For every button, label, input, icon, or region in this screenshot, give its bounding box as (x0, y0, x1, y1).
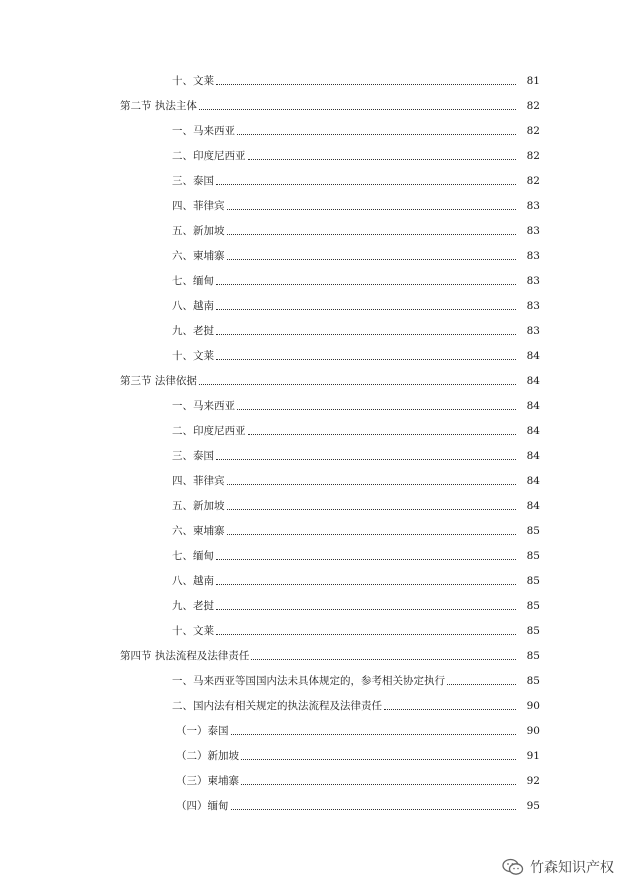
toc-entry-page: 84 (526, 399, 540, 412)
dot-leader (231, 734, 517, 735)
toc-entry-label: 八、越南 (172, 574, 214, 587)
toc-entry[interactable] (0, 268, 632, 293)
toc-entry[interactable] (0, 593, 632, 618)
dot-leader (227, 259, 517, 260)
toc-entry[interactable] (0, 543, 632, 568)
toc-entry-label: 第三节 法律依据 (120, 374, 197, 387)
dot-leader (216, 584, 516, 585)
toc-entry[interactable] (0, 193, 632, 218)
dot-leader (216, 334, 516, 335)
toc-entry-label: 十、文莱 (172, 349, 214, 362)
dot-leader (199, 109, 516, 110)
dot-leader (227, 234, 517, 235)
toc-entry-page: 84 (526, 474, 540, 487)
toc-entry[interactable] (0, 743, 632, 768)
toc-entry-label: 第二节 执法主体 (120, 99, 197, 112)
dot-leader (216, 559, 516, 560)
toc-entry[interactable] (0, 118, 632, 143)
toc-entry-page: 84 (526, 499, 540, 512)
dot-leader (248, 159, 517, 160)
toc-entry-page: 84 (526, 449, 540, 462)
dot-leader (227, 534, 517, 535)
toc-entry-page: 85 (526, 524, 540, 537)
toc-entry-page: 85 (526, 674, 540, 687)
toc-entry[interactable] (0, 168, 632, 193)
toc-entry-label: （一）泰国 (176, 724, 229, 737)
toc-entry-label: 一、马来西亚等国国内法未具体规定的，参考相关协定执行 (172, 674, 445, 687)
toc-entry-label: 五、新加坡 (172, 224, 225, 237)
toc-entry[interactable] (0, 668, 632, 693)
toc-entry[interactable] (0, 293, 632, 318)
toc-entry-label: （二）新加坡 (176, 749, 239, 762)
dot-leader (216, 359, 516, 360)
toc-entry-label: 三、泰国 (172, 449, 214, 462)
toc-entry[interactable] (0, 418, 632, 443)
dot-leader (227, 484, 517, 485)
toc-entry-page: 81 (526, 74, 540, 87)
toc-entry-page: 85 (526, 549, 540, 562)
toc-entry[interactable] (0, 768, 632, 793)
toc-entry-label: （三）柬埔寨 (176, 774, 239, 787)
toc-entry-page: 83 (526, 274, 540, 287)
toc-entry[interactable] (0, 643, 632, 668)
toc-entry-label: 九、老挝 (172, 599, 214, 612)
toc-entry-label: 七、缅甸 (172, 274, 214, 287)
toc-entry-page: 83 (526, 199, 540, 212)
toc-entry-page: 90 (526, 699, 540, 712)
toc-entry-label: 十、文莱 (172, 624, 214, 637)
toc-entry[interactable] (0, 143, 632, 168)
toc-entry-label: 六、柬埔寨 (172, 249, 225, 262)
toc-entry-label: 一、马来西亚 (172, 399, 235, 412)
toc-entry-label: 六、柬埔寨 (172, 524, 225, 537)
toc-entry-label: 三、泰国 (172, 174, 214, 187)
toc-entry-label: 七、缅甸 (172, 549, 214, 562)
dot-leader (216, 459, 516, 460)
toc-entry-label: 二、印度尼西亚 (172, 424, 246, 437)
toc-entry-page: 85 (526, 599, 540, 612)
toc-entry[interactable] (0, 793, 632, 818)
toc-entry[interactable] (0, 518, 632, 543)
dot-leader (227, 509, 517, 510)
toc-entry[interactable] (0, 68, 632, 93)
dot-leader (447, 684, 516, 685)
toc-entry-page: 83 (526, 299, 540, 312)
toc-entry-label: 二、国内法有相关规定的执法流程及法律责任 (172, 699, 382, 712)
toc-entry-page: 95 (526, 799, 540, 812)
toc-entry[interactable] (0, 468, 632, 493)
toc-entry-label: （四）缅甸 (176, 799, 229, 812)
dot-leader (216, 634, 516, 635)
toc-entry[interactable] (0, 443, 632, 468)
dot-leader (216, 309, 516, 310)
dot-leader (241, 759, 516, 760)
toc-entry-label: 四、菲律宾 (172, 199, 225, 212)
toc-entry-label: 八、越南 (172, 299, 214, 312)
toc-entry-page: 83 (526, 324, 540, 337)
toc-entry[interactable] (0, 243, 632, 268)
toc-entry-page: 90 (526, 724, 540, 737)
toc-entry[interactable] (0, 693, 632, 718)
toc-entry[interactable] (0, 393, 632, 418)
dot-leader (216, 84, 516, 85)
toc-entry-page: 84 (526, 374, 540, 387)
toc-entry-label: 四、菲律宾 (172, 474, 225, 487)
toc-entry-label: 二、印度尼西亚 (172, 149, 246, 162)
dot-leader (216, 184, 516, 185)
toc-entry-page: 82 (526, 99, 540, 112)
dot-leader (216, 609, 516, 610)
watermark-text: 竹森知识产权 (530, 860, 614, 876)
dot-leader (237, 134, 516, 135)
toc-entry-page: 85 (526, 649, 540, 662)
toc-entry[interactable] (0, 318, 632, 343)
toc-entry[interactable] (0, 493, 632, 518)
toc-entry-page: 84 (526, 424, 540, 437)
toc-entry-page: 83 (526, 249, 540, 262)
dot-leader (231, 809, 517, 810)
toc-entry-page: 83 (526, 224, 540, 237)
watermark (502, 857, 614, 877)
table-of-contents (0, 68, 632, 818)
wechat-icon (502, 858, 524, 876)
toc-entry[interactable] (0, 568, 632, 593)
toc-entry-page: 92 (526, 774, 540, 787)
dot-leader (199, 384, 516, 385)
dot-leader (251, 659, 516, 660)
toc-entry-label: 九、老挝 (172, 324, 214, 337)
dot-leader (237, 409, 516, 410)
toc-entry-page: 82 (526, 149, 540, 162)
toc-entry-page: 82 (526, 124, 540, 137)
toc-entry-page: 85 (526, 574, 540, 587)
toc-entry-page: 82 (526, 174, 540, 187)
toc-entry[interactable] (0, 718, 632, 743)
dot-leader (216, 284, 516, 285)
toc-entry[interactable] (0, 93, 632, 118)
toc-entry-page: 84 (526, 349, 540, 362)
dot-leader (248, 434, 517, 435)
toc-entry[interactable] (0, 343, 632, 368)
toc-entry-label: 十、文莱 (172, 74, 214, 87)
toc-entry[interactable] (0, 618, 632, 643)
toc-entry-label: 五、新加坡 (172, 499, 225, 512)
toc-entry-label: 一、马来西亚 (172, 124, 235, 137)
dot-leader (384, 709, 516, 710)
toc-entry-page: 91 (526, 749, 540, 762)
toc-entry-page: 85 (526, 624, 540, 637)
toc-entry-label: 第四节 执法流程及法律责任 (120, 649, 250, 662)
toc-entry[interactable] (0, 218, 632, 243)
toc-entry[interactable] (0, 368, 632, 393)
dot-leader (227, 209, 517, 210)
dot-leader (241, 784, 516, 785)
